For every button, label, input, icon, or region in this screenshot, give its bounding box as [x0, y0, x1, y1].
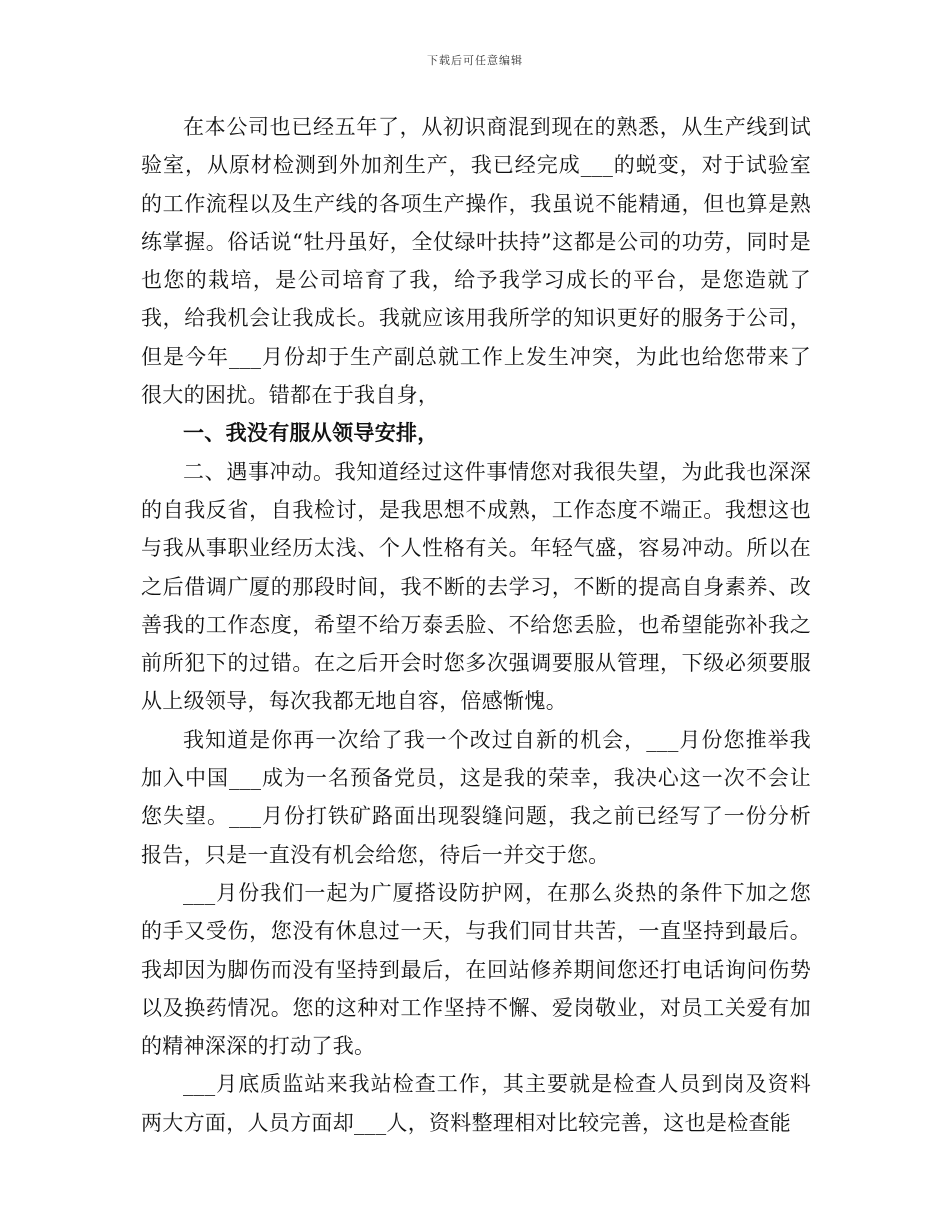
- paragraph-inspection: ___月底质监站来我站检查工作，其主要就是检查人员到岗及资料两大方面，人员方面却___人，资料整理相对比较完善，这也是检查能: [141, 1072, 811, 1135]
- paragraph-second-chance: 我知道是你再一次给了我一个改过自新的机会，___月份您推举我加入中国___成为一名预备党员，这是我的荣幸，我决心这一次不会让您失望。___月份打铁矿路面出现裂缝问题，我之前已经写了一份分析报告，只是一直没有机会给您，待后一并交于您。: [141, 727, 811, 867]
- paragraph-point-one: 一、我没有服从领导安排，: [183, 420, 439, 446]
- paragraph-point-two: 二、遇事冲动。我知道经过这件事情您对我很失望，为此我也深深的自我反省，自我检讨，是我思想不成熟，工作态度不端正。我想这也与我从事职业经历太浅、个人性格有关。年轻气盛，容易冲动。所以在之后借调广厦的那段时间，我不断的去学习，不断的提高自身素养、改善我的工作态度，希望不给万泰丢脸、不给您丢脸，也希望能弥补我之前所犯下的过错。在之后开会时您多次强调要服从管理，下级必须要服从上级领导，每次我都无地自容，倍感惭愧。: [141, 459, 811, 714]
- paragraph-protection-net: ___月份我们一起为广厦搭设防护网，在那么炎热的条件下加之您的手又受伤，您没有休息过一天，与我们同甘共苦，一直坚持到最后。我却因为脚伤而没有坚持到最后，在回站修养期间您还打电话询问伤势以及换药情况。您的这种对工作坚持不懈、爱岗敬业，对员工关爱有加的精神深深的打动了我。: [141, 880, 811, 1059]
- document-body: [141, 108, 811, 1142]
- page-header: 下载后可任意编辑: [427, 54, 523, 67]
- paragraph-intro: 在本公司也已经五年了，从初识商混到现在的熟悉，从生产线到试验室，从原材检测到外加剂生产，我已经完成___的蜕变，对于试验室的工作流程以及生产线的各项生产操作，我虽说不能精通，但也算是熟练掌握。俗话说“牡丹虽好，全仗绿叶扶持”这都是公司的功劳，同时是也您的栽培，是公司培育了我，给予我学习成长的平台，是您造就了我，给我机会让我成长。我就应该用我所学的知识更好的服务于公司，但是今年___月份却于生产副总就工作上发生冲突，为此也给您带来了很大的困扰。错都在于我自身，: [141, 115, 811, 408]
